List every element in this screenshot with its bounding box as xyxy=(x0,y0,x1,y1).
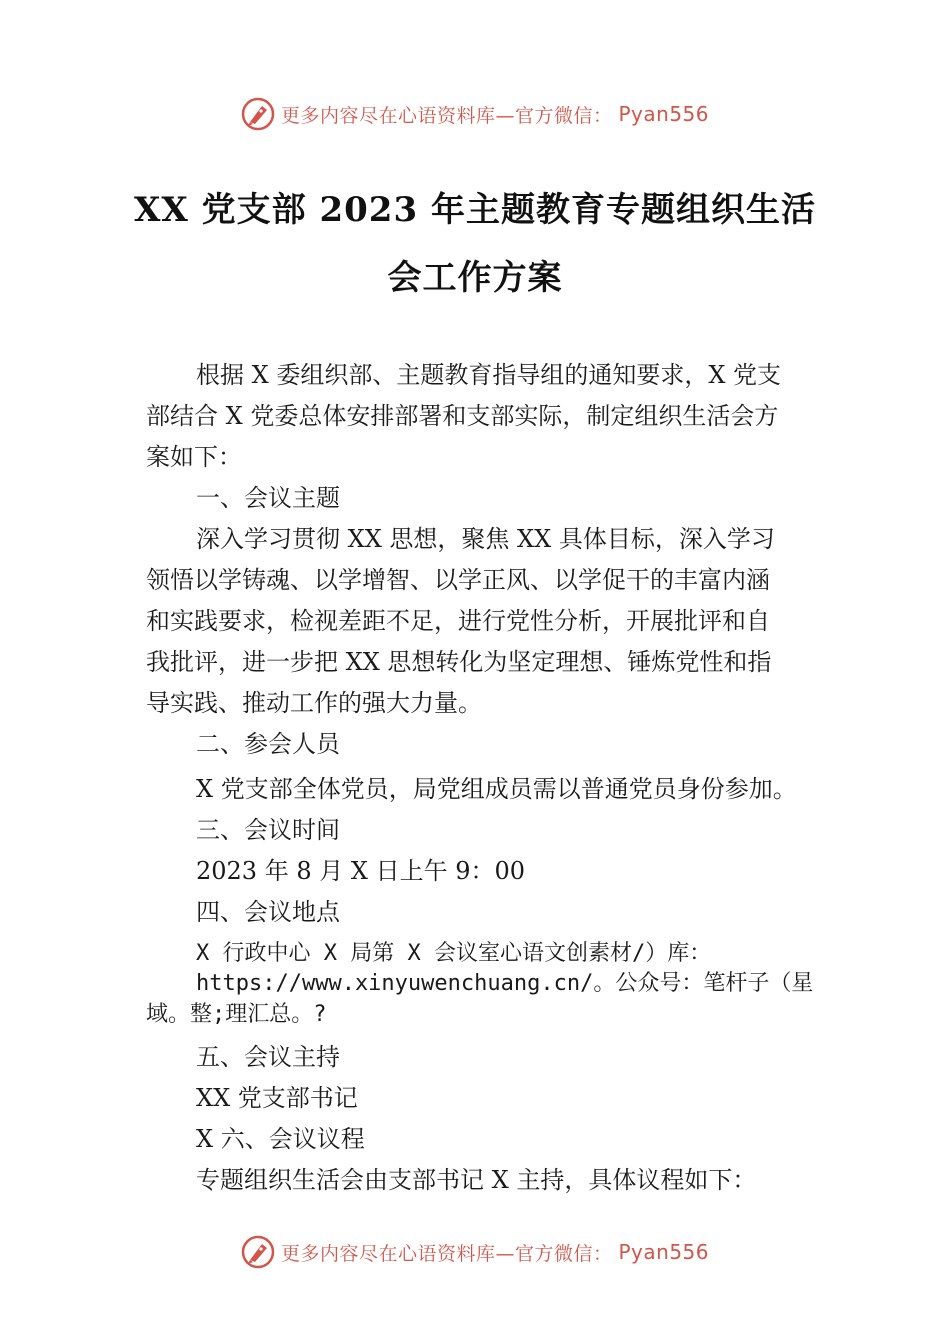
intro-line: 根据 X 委组织部、主题教育指导组的通知要求，X 党支 xyxy=(196,361,782,389)
section-3-text: 2023 年 8 月 X 日上午 9：00 xyxy=(196,857,526,885)
section-1-line: 和实践要求，检视差距不足，进行党性分析，开展批评和自 xyxy=(146,607,770,635)
section-1-line: 深入学习贯彻 XX 思想，聚焦 XX 具体目标，深入学习 xyxy=(196,525,775,553)
header-watermark-handle: Pyan556 xyxy=(618,102,710,126)
document-body xyxy=(146,355,814,1201)
footer-watermark-banner xyxy=(0,1232,950,1272)
section-6-text: 专题组织生活会由支部书记 X 主持，具体议程如下： xyxy=(196,1166,757,1194)
intro-line: 部结合 X 党委总体安排部署和支部实际，制定组织生活会方 xyxy=(146,402,779,430)
footer-watermark-handle: Pyan556 xyxy=(618,1240,710,1264)
section-1-line: 导实践、推动工作的强大力量。 xyxy=(146,689,482,717)
section-1-heading: 一、会议主题 xyxy=(196,484,340,512)
footer-watermark-text: 更多内容尽在心语资料库—官方微信： xyxy=(280,1242,613,1265)
section-2-text: X 党支部全体党员，局党组成员需以普通党员身份参加。 xyxy=(196,775,797,803)
section-4-line: X 行政中心 X 局第 X 会议室心语文创素材/）库： xyxy=(196,941,712,966)
header-watermark-text: 更多内容尽在心语资料库—官方微信： xyxy=(280,104,613,127)
intro-line: 案如下： xyxy=(146,443,242,471)
pen-logo-icon xyxy=(241,1235,275,1269)
section-4-line: https://www.xinyuwenchuang.cn/。公众号：笔杆子（星 xyxy=(196,971,814,996)
section-4-heading: 四、会议地点 xyxy=(196,898,340,926)
section-3-heading: 三、会议时间 xyxy=(196,816,340,844)
section-6-heading: X 六、会议议程 xyxy=(196,1125,365,1153)
pen-logo-icon xyxy=(241,97,275,131)
section-5-heading: 五、会议主持 xyxy=(196,1043,340,1071)
document-title-line-1: XX 党支部 2023 年主题教育专题组织生活 xyxy=(134,190,816,230)
header-watermark-banner xyxy=(0,94,950,134)
document-title-line-2: 会工作方案 xyxy=(387,258,563,298)
section-5-text: XX 党支部书记 xyxy=(196,1084,358,1112)
section-1-line: 领悟以学铸魂、以学增智、以学正风、以学促干的丰富内涵 xyxy=(146,566,770,594)
section-2-heading: 二、参会人员 xyxy=(196,730,340,758)
section-1-line: 我批评，进一步把 XX 思想转化为坚定理想、锤炼党性和指 xyxy=(146,648,772,676)
section-4-line: 域。整;理汇总。? xyxy=(146,1002,327,1027)
